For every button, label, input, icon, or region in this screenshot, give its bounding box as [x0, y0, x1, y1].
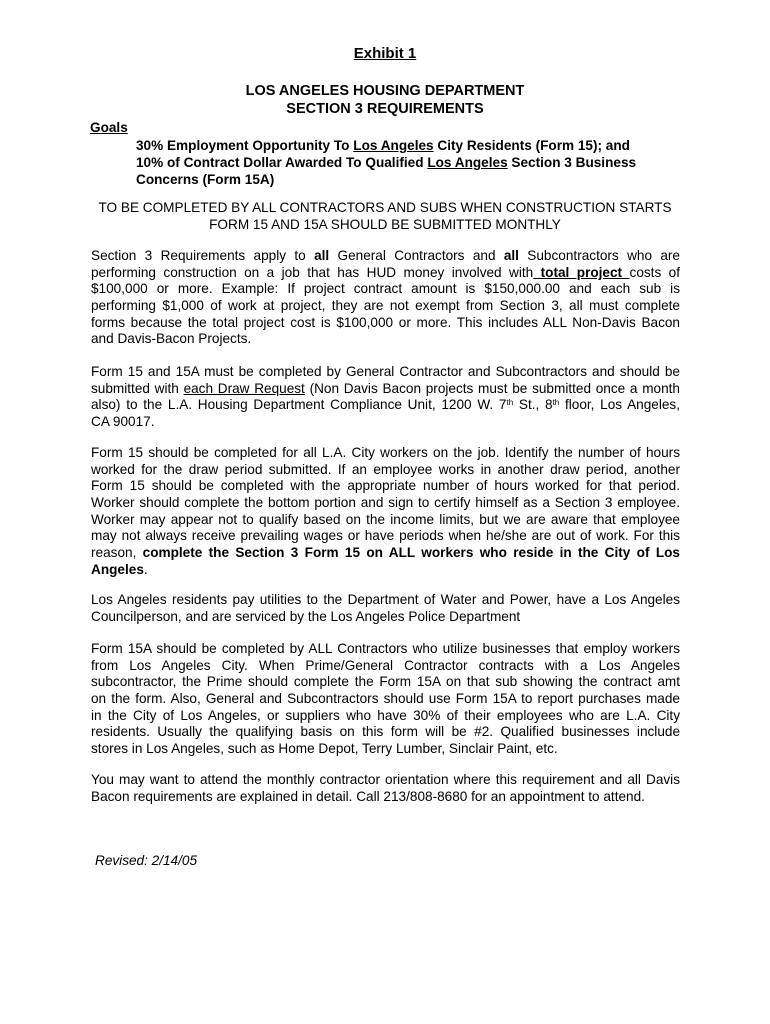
notice-line-1: TO BE COMPLETED BY ALL CONTRACTORS AND SUBS WHEN CONSTRUCTION STARTS	[98, 200, 672, 215]
text-line: Bacon requirements are explained in detail. Call 213/808-8680 for an appointment to attend.	[91, 788, 645, 804]
exhibit-heading: Exhibit 1	[353, 45, 417, 62]
paragraph-orientation	[91, 772, 680, 805]
goal-concerns: Concerns (Form 15A)	[136, 172, 275, 187]
text-line: also) to the L.A. Housing Department Compliance Unit, 1200 W. 7th St., 8th floor, Los Angeles,	[91, 397, 680, 413]
goals-list	[136, 137, 676, 188]
goal-text: 10% of Contract Dollar Awarded To Qualified	[136, 155, 428, 170]
text-line: and Davis-Bacon Projects.	[91, 331, 252, 347]
goal-employment	[136, 137, 676, 154]
text-line: residents. Usually the qualifying basis on this form will be #2. Qualified businesses include	[91, 724, 680, 740]
goal-text: 30% Employment Opportunity To	[136, 138, 354, 153]
text-line: Form 15 should be completed for all L.A. City workers on the job. Identify the number of hours	[91, 445, 680, 460]
text-line: Los Angeles residents pay utilities to the Department of Water and Power, have a Los Angeles	[91, 592, 680, 607]
text-line: reason, complete the Section 3 Form 15 on ALL workers who reside in the City of Los	[91, 545, 680, 561]
text-line: Form 15A should be completed by ALL Contractors who utilize businesses that employ workers	[91, 641, 680, 656]
paragraph-form-15a	[91, 641, 680, 758]
paragraph-residents	[91, 592, 680, 625]
text-line: worked for the draw period submitted. If an employee works in another draw period, another	[91, 461, 680, 477]
text-line: CA 90017.	[91, 414, 155, 430]
text-line: Form 15 and 15A must be completed by General Contractor and Subcontractors and should be	[91, 364, 680, 379]
text-line: $100,000 or more. Example: If project contract amount is $150,000.00 and each sub is	[91, 281, 680, 297]
goals-label: Goals	[90, 120, 128, 135]
goal-city: Los Angeles	[427, 155, 508, 170]
text-line: in the City of Los Angeles, or suppliers who have 30% of their employees who are L.A. City	[91, 707, 680, 723]
text-line: forms because the total project cost is $100,000 or more. This includes ALL Non-Davis Bacon	[91, 314, 680, 330]
text-line: performing construction on a job that has HUD money involved with total project costs of	[91, 264, 680, 280]
text-line: on the form. Also, General and Subcontractors should use Form 15A to report purchases made	[91, 691, 680, 707]
paragraph-submission	[91, 364, 680, 431]
paragraph-requirements	[91, 248, 680, 348]
revised-date: Revised: 2/14/05	[95, 853, 198, 868]
text-line: Form 15 should be completed with the appropriate number of hours worked for that period.	[91, 478, 680, 494]
text-line: submitted with each Draw Request (Non Davis Bacon projects must be submitted once a month	[91, 380, 680, 396]
text-line: subcontractor, the Prime should complete the Form 15A on that sub showing the contract amt	[91, 674, 680, 690]
notice-line-2: FORM 15 AND 15A SHOULD BE SUBMITTED MONTHLY	[209, 217, 561, 232]
department-title: LOS ANGELES HOUSING DEPARTMENT	[245, 83, 525, 99]
goal-city: Los Angeles	[353, 138, 434, 153]
text-line: Angeles.	[91, 561, 148, 577]
paragraph-form-15	[91, 445, 680, 579]
text-line: Worker may appear not to qualify based on the income limits, but we are aware that employee	[91, 511, 680, 527]
goal-text: City Residents (Form 15); and	[433, 138, 630, 153]
goal-contract	[136, 154, 676, 171]
text-line: performing $1,000 of work at project, they are not exempt from Section 3, all must complete	[91, 298, 680, 314]
text-line: stores in Los Angeles, such as Home Depot, Terry Lumber, Sinclair Paint, etc.	[91, 741, 558, 757]
text-line: from Los Angeles City. When Prime/General Contractor contracts with a Los Angeles	[91, 657, 680, 673]
goal-text: Section 3 Business	[507, 155, 637, 170]
text-line: You may want to attend the monthly contractor orientation where this requirement and all Davis	[91, 772, 680, 787]
text-line: may not always receive prevailing wages or have periods when he/she are out of work. For this	[91, 528, 680, 544]
text-line: Section 3 Requirements apply to all General Contractors and all Subcontractors who are	[91, 248, 680, 263]
section-title: SECTION 3 REQUIREMENTS	[286, 101, 484, 117]
text-line: Councilperson, and are serviced by the Los Angeles Police Department	[91, 608, 521, 624]
text-line: Worker should complete the bottom portion and sign to certify himself as a Section 3 employee.	[91, 495, 680, 511]
